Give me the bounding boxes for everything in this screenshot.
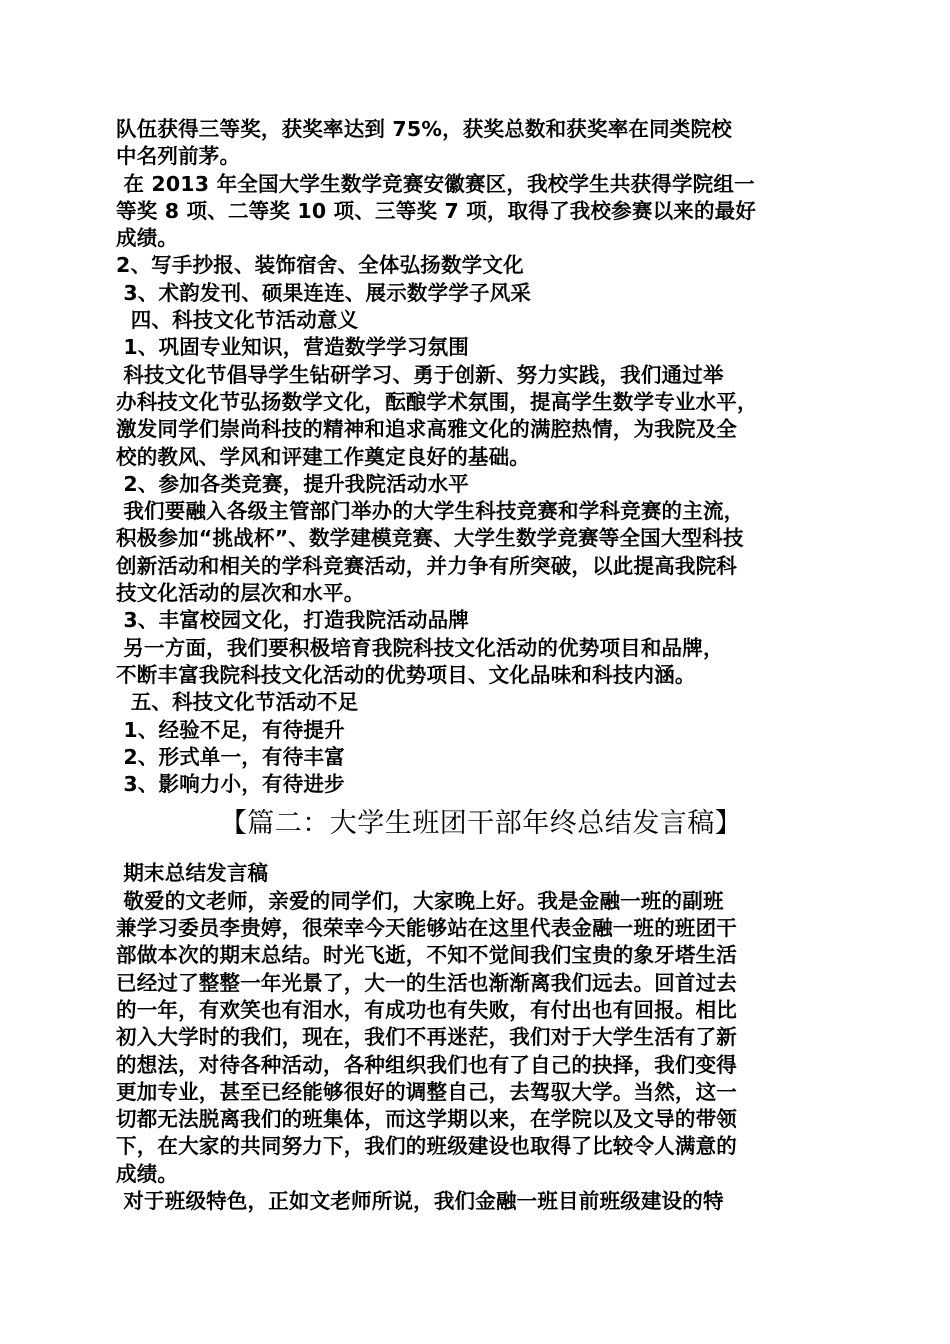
subheading: 1、巩固专业知识，营造数学学习氛围 (116, 335, 470, 360)
text-line: 兼学习委员李贵婷，很荣幸今天能够站在这里代表金融一班的班团干 (116, 916, 737, 941)
subheading: 3、术韵发刊、硕果连连、展示数学学子风采 (116, 280, 532, 305)
text-line: 不断丰富我院科技文化活动的优势项目、文化品味和科技内涵。 (116, 662, 696, 687)
text-line: 更加专业，甚至已经能够很好的调整自己，去驾驭大学。当然，这一 (116, 1079, 737, 1104)
text-line: 我们要融入各级主管部门举办的大学生科技竞赛和学科竞赛的主流， (116, 499, 745, 524)
list-item: 3、影响力小，有待进步 (116, 772, 345, 797)
text-line: 队伍获得三等奖，获奖率达到 75%，获奖总数和获奖率在同类院校 (116, 117, 732, 141)
document-page (116, 116, 846, 1215)
text-line: 已经过了整整一年光景了，大一的生活也渐渐离我们远去。回首过去 (116, 970, 737, 995)
text-line: 的想法，对待各种活动，各种组织我们也有了自己的抉择，我们变得 (116, 1052, 737, 1077)
subheading: 2、写手抄报、装饰宿舍、全体弘扬数学文化 (116, 253, 524, 278)
text-line: 切都无法脱离我们的班集体，而这学期以来，在学院以及文导的带领 (116, 1107, 737, 1132)
text-line: 初入大学时的我们，现在，我们不再迷茫，我们对于大学生活有了新 (116, 1025, 737, 1050)
subheading: 3、丰富校园文化，打造我院活动品牌 (116, 608, 470, 633)
list-item: 1、经验不足，有待提升 (116, 717, 345, 742)
text-line: 的一年，有欢笑也有泪水，有成功也有失败，有付出也有回报。相比 (116, 997, 737, 1022)
subheading: 2、参加各类竞赛，提升我院活动水平 (116, 471, 470, 496)
section-title: 【篇二：大学生班团干部年终总结发言稿】 (219, 808, 743, 840)
text-line: 成绩。 (116, 1161, 179, 1186)
text-line: 在 2013 年全国大学生数学竞赛安徽赛区，我校学生共获得学院组一 (116, 171, 755, 196)
text-line: 敬爱的文老师，亲爱的同学们，大家晚上好。我是金融一班的副班 (116, 888, 724, 913)
text-line: 对于班级特色，正如文老师所说，我们金融一班目前班级建设的特 (116, 1188, 724, 1213)
section-heading: 五、科技文化节活动不足 (116, 690, 359, 715)
text-line: 部做本次的期末总结。时光飞逝，不知不觉间我们宝贵的象牙塔生活 (116, 943, 737, 968)
text-line: 技文化活动的层次和水平。 (116, 581, 365, 606)
section-one-body (116, 116, 846, 798)
text-line: 成绩。 (116, 226, 179, 251)
text-line: 校的教风、学风和评建工作奠定良好的基础。 (116, 444, 530, 469)
section-two-body (116, 860, 846, 1215)
article-heading: 期末总结发言稿 (116, 861, 269, 886)
text-line: 下，在大家的共同努力下，我们的班级建设也取得了比较令人满意的 (116, 1134, 737, 1159)
text-line: 另一方面，我们要积极培育我院科技文化活动的优势项目和品牌， (116, 635, 724, 660)
text-line: 积极参加“挑战杯”、数学建模竞赛、大学生数学竞赛等全国大型科技 (116, 526, 744, 551)
text-line: 激发同学们崇尚科技的精神和追求高雅文化的满腔热情，为我院及全 (116, 417, 737, 442)
text-line: 中名列前茅。 (116, 144, 241, 169)
text-line: 等奖 8 项、二等奖 10 项、三等奖 7 项，取得了我校参赛以来的最好 (116, 198, 757, 223)
text-line: 科技文化节倡导学生钻研学习、勇于创新、努力实践，我们通过举 (116, 362, 724, 387)
text-line: 创新活动和相关的学科竞赛活动，并力争有所突破，以此提高我院科 (116, 553, 737, 578)
section-heading: 四、科技文化节活动意义 (116, 308, 359, 333)
list-item: 2、形式单一，有待丰富 (116, 744, 345, 769)
text-line: 办科技文化节弘扬数学文化，酝酿学术氛围，提高学生数学专业水平， (116, 389, 758, 414)
